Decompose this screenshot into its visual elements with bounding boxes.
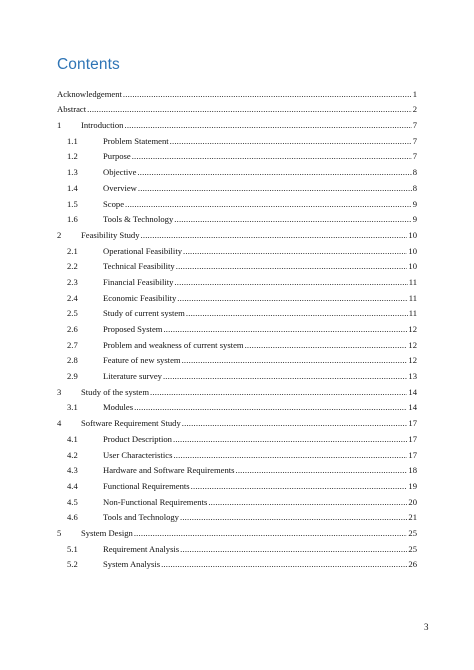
toc-entry-title: Requirement Analysis [103,543,180,554]
toc-entry-number: 4.6 [67,512,78,523]
toc-entry[interactable] [57,193,417,209]
toc-dot-leader [141,230,408,240]
toc-entry[interactable] [57,209,417,225]
toc-entry-page: 20 [408,496,417,507]
toc-entry-number: 2 [57,229,62,240]
toc-entry[interactable] [57,271,417,287]
toc-entry[interactable] [57,114,417,130]
toc-entry[interactable] [57,522,417,538]
toc-entry-page: 25 [408,527,417,538]
toc-entry-number: 2.2 [67,261,78,272]
toc-entry[interactable] [57,161,417,177]
toc-entry-number: 4.1 [67,433,78,444]
toc-entry-number: 2.3 [67,276,78,287]
toc-entry-number: 5.1 [67,543,78,554]
toc-entry-number: 1.4 [67,182,78,193]
toc-entry[interactable] [57,240,417,256]
toc-dot-leader [174,277,407,287]
toc-entry-page: 7 [412,135,417,146]
toc-entry-title: Operational Feasibility [103,245,182,256]
toc-entry-title: Objective [103,167,137,178]
toc-entry-title: Purpose [103,151,131,162]
toc-entry-page: 8 [412,182,417,193]
toc-entry-page: 13 [408,371,417,382]
toc-dot-leader [176,261,408,271]
toc-entry-page: 10 [408,261,417,272]
toc-heading: Contents [57,56,120,73]
toc-entry-title: Software Requirement Study [81,418,181,429]
page-number: 3 [424,622,429,632]
toc-entry-page: 12 [408,324,417,334]
toc-entry-title: Scope [103,198,125,209]
toc-entry-number: 4.4 [67,480,78,491]
toc-entry-page: 9 [412,214,417,225]
toc-entry-title: System Analysis [103,559,161,570]
toc-entry-number: 2.1 [67,245,78,256]
toc-entry[interactable] [57,146,417,162]
toc-dot-leader [87,104,412,114]
toc-entry-number: 3 [57,386,62,397]
toc-entry-number: 2.6 [67,324,78,334]
toc-dot-leader [163,324,407,334]
toc-dot-leader [150,387,407,397]
toc-entry-title: Overview [103,182,137,193]
toc-entry[interactable] [57,303,417,319]
toc-entry-page: 18 [408,465,417,476]
toc-dot-leader [132,151,412,161]
toc-entry-number: 4.3 [67,465,78,476]
toc-dot-leader [245,340,408,350]
toc-entry-number: 2.7 [67,339,78,350]
toc-dot-leader [182,418,408,428]
toc-dot-leader [170,136,412,146]
toc-entry-number: 1.6 [67,214,78,225]
toc-entry-number: 1.3 [67,167,78,178]
toc-entry[interactable] [57,350,417,366]
toc-dot-leader [134,528,408,538]
toc-entry[interactable] [57,334,417,350]
toc-dot-leader [124,120,411,130]
toc-entry[interactable] [57,397,417,413]
toc-entry[interactable] [57,99,417,115]
toc-entry-title: Study of the system [81,386,150,397]
toc-entry[interactable] [57,130,417,146]
toc-dot-leader [173,434,407,444]
toc-dot-leader [134,402,407,412]
toc-entry-page: 26 [408,559,417,570]
toc-entry-number: 1.5 [67,198,78,209]
toc-entry-title: Feature of new system [103,355,181,366]
toc-entry-title: Non-Functional Requirements [103,496,208,507]
toc-dot-leader [235,465,407,475]
toc-entry-title: Problem and weakness of current system [103,339,244,350]
toc-dot-leader [208,497,407,507]
toc-entry-title: Abstract [57,104,87,115]
toc-entry-page: 1 [412,88,417,99]
toc-entry-title: Tools and Technology [103,512,179,523]
toc-dot-leader [163,371,407,381]
toc-entry-title: Hardware and Software Requirements [103,465,235,476]
toc-entry-number: 1.2 [67,151,78,162]
toc-entry[interactable] [57,177,417,193]
toc-entry-page: 14 [408,386,417,397]
toc-entry-number: 4.5 [67,496,78,507]
toc-entry[interactable] [57,412,417,428]
toc-entry[interactable] [57,428,417,444]
toc-entry-page: 12 [408,339,417,350]
toc-dot-leader [173,450,407,460]
toc-entry[interactable] [57,491,417,507]
toc-dot-leader [191,481,408,491]
toc-dot-leader [177,293,407,303]
toc-entry-number: 1 [57,120,62,131]
toc-entry-page: 7 [412,120,417,131]
toc-entry-title: Economic Feasibility [103,292,177,303]
toc-entry-number: 3.1 [67,402,78,413]
toc-dot-leader [182,355,408,365]
toc-entry-number: 4.2 [67,449,78,460]
toc-dot-leader [180,544,407,554]
toc-entry[interactable] [57,224,417,240]
toc-entry[interactable] [57,460,417,476]
toc-entry-title: System Design [81,527,133,538]
toc-entry-page: 2 [412,104,417,115]
toc-entry-title: Product Description [103,433,172,444]
toc-entry[interactable] [57,444,417,460]
toc-entry-title: User Characteristics [103,449,173,460]
toc-entry-title: Financial Feasibility [103,276,174,287]
toc-entry-page: 19 [408,480,417,491]
toc-entry-title: Tools & Technology [103,214,174,225]
toc-entry-page: 11 [408,308,417,319]
table-of-contents [57,83,417,569]
toc-dot-leader [186,308,408,318]
toc-entry[interactable] [57,318,417,334]
toc-entry-page: 11 [408,292,417,303]
toc-dot-leader [174,214,411,224]
toc-entry-page: 17 [408,418,417,429]
toc-entry-title: Acknowledgement [57,88,122,99]
toc-entry-page: 11 [408,276,417,287]
toc-entry-page: 12 [408,355,417,366]
toc-entry[interactable] [57,507,417,523]
toc-dot-leader [183,246,407,256]
toc-entry[interactable] [57,475,417,491]
toc-entry[interactable] [57,554,417,570]
toc-entry[interactable] [57,381,417,397]
toc-dot-leader [125,199,412,209]
toc-entry-title: Technical Feasibility [103,261,175,272]
toc-entry-number: 2.8 [67,355,78,366]
toc-entry-title: Introduction [81,120,124,131]
toc-entry-page: 14 [408,402,417,413]
toc-entry[interactable] [57,83,417,99]
toc-entry-page: 17 [408,433,417,444]
toc-entry[interactable] [57,365,417,381]
toc-dot-leader [137,167,411,177]
toc-dot-leader [123,89,412,99]
toc-entry-page: 9 [412,198,417,209]
toc-entry-number: 2.9 [67,371,78,382]
toc-entry-number: 2.5 [67,308,78,319]
toc-entry-title: Study of current system [103,308,185,319]
toc-entry[interactable] [57,256,417,272]
toc-entry-title: Functional Requirements [103,480,190,491]
toc-entry-title: Problem Statement [103,135,169,146]
toc-entry-page: 8 [412,167,417,178]
toc-dot-leader [180,512,407,522]
toc-entry-page: 10 [408,229,417,240]
toc-dot-leader [161,559,407,569]
toc-entry-number: 1.1 [67,135,78,146]
toc-entry-page: 25 [408,543,417,554]
toc-entry-title: Literature survey [103,371,162,382]
toc-entry-page: 7 [412,151,417,162]
toc-entry-page: 21 [408,512,417,523]
toc-entry-page: 10 [408,245,417,256]
toc-entry-number: 5.2 [67,559,78,570]
toc-entry-number: 5 [57,527,62,538]
toc-entry[interactable] [57,287,417,303]
toc-entry-page: 17 [408,449,417,460]
toc-entry-title: Modules [103,402,134,413]
toc-entry-title: Feasibility Study [81,229,140,240]
toc-entry[interactable] [57,538,417,554]
toc-dot-leader [138,183,412,193]
toc-entry-title: Proposed System [103,324,163,334]
toc-entry-number: 2.4 [67,292,78,303]
toc-entry-number: 4 [57,418,62,429]
